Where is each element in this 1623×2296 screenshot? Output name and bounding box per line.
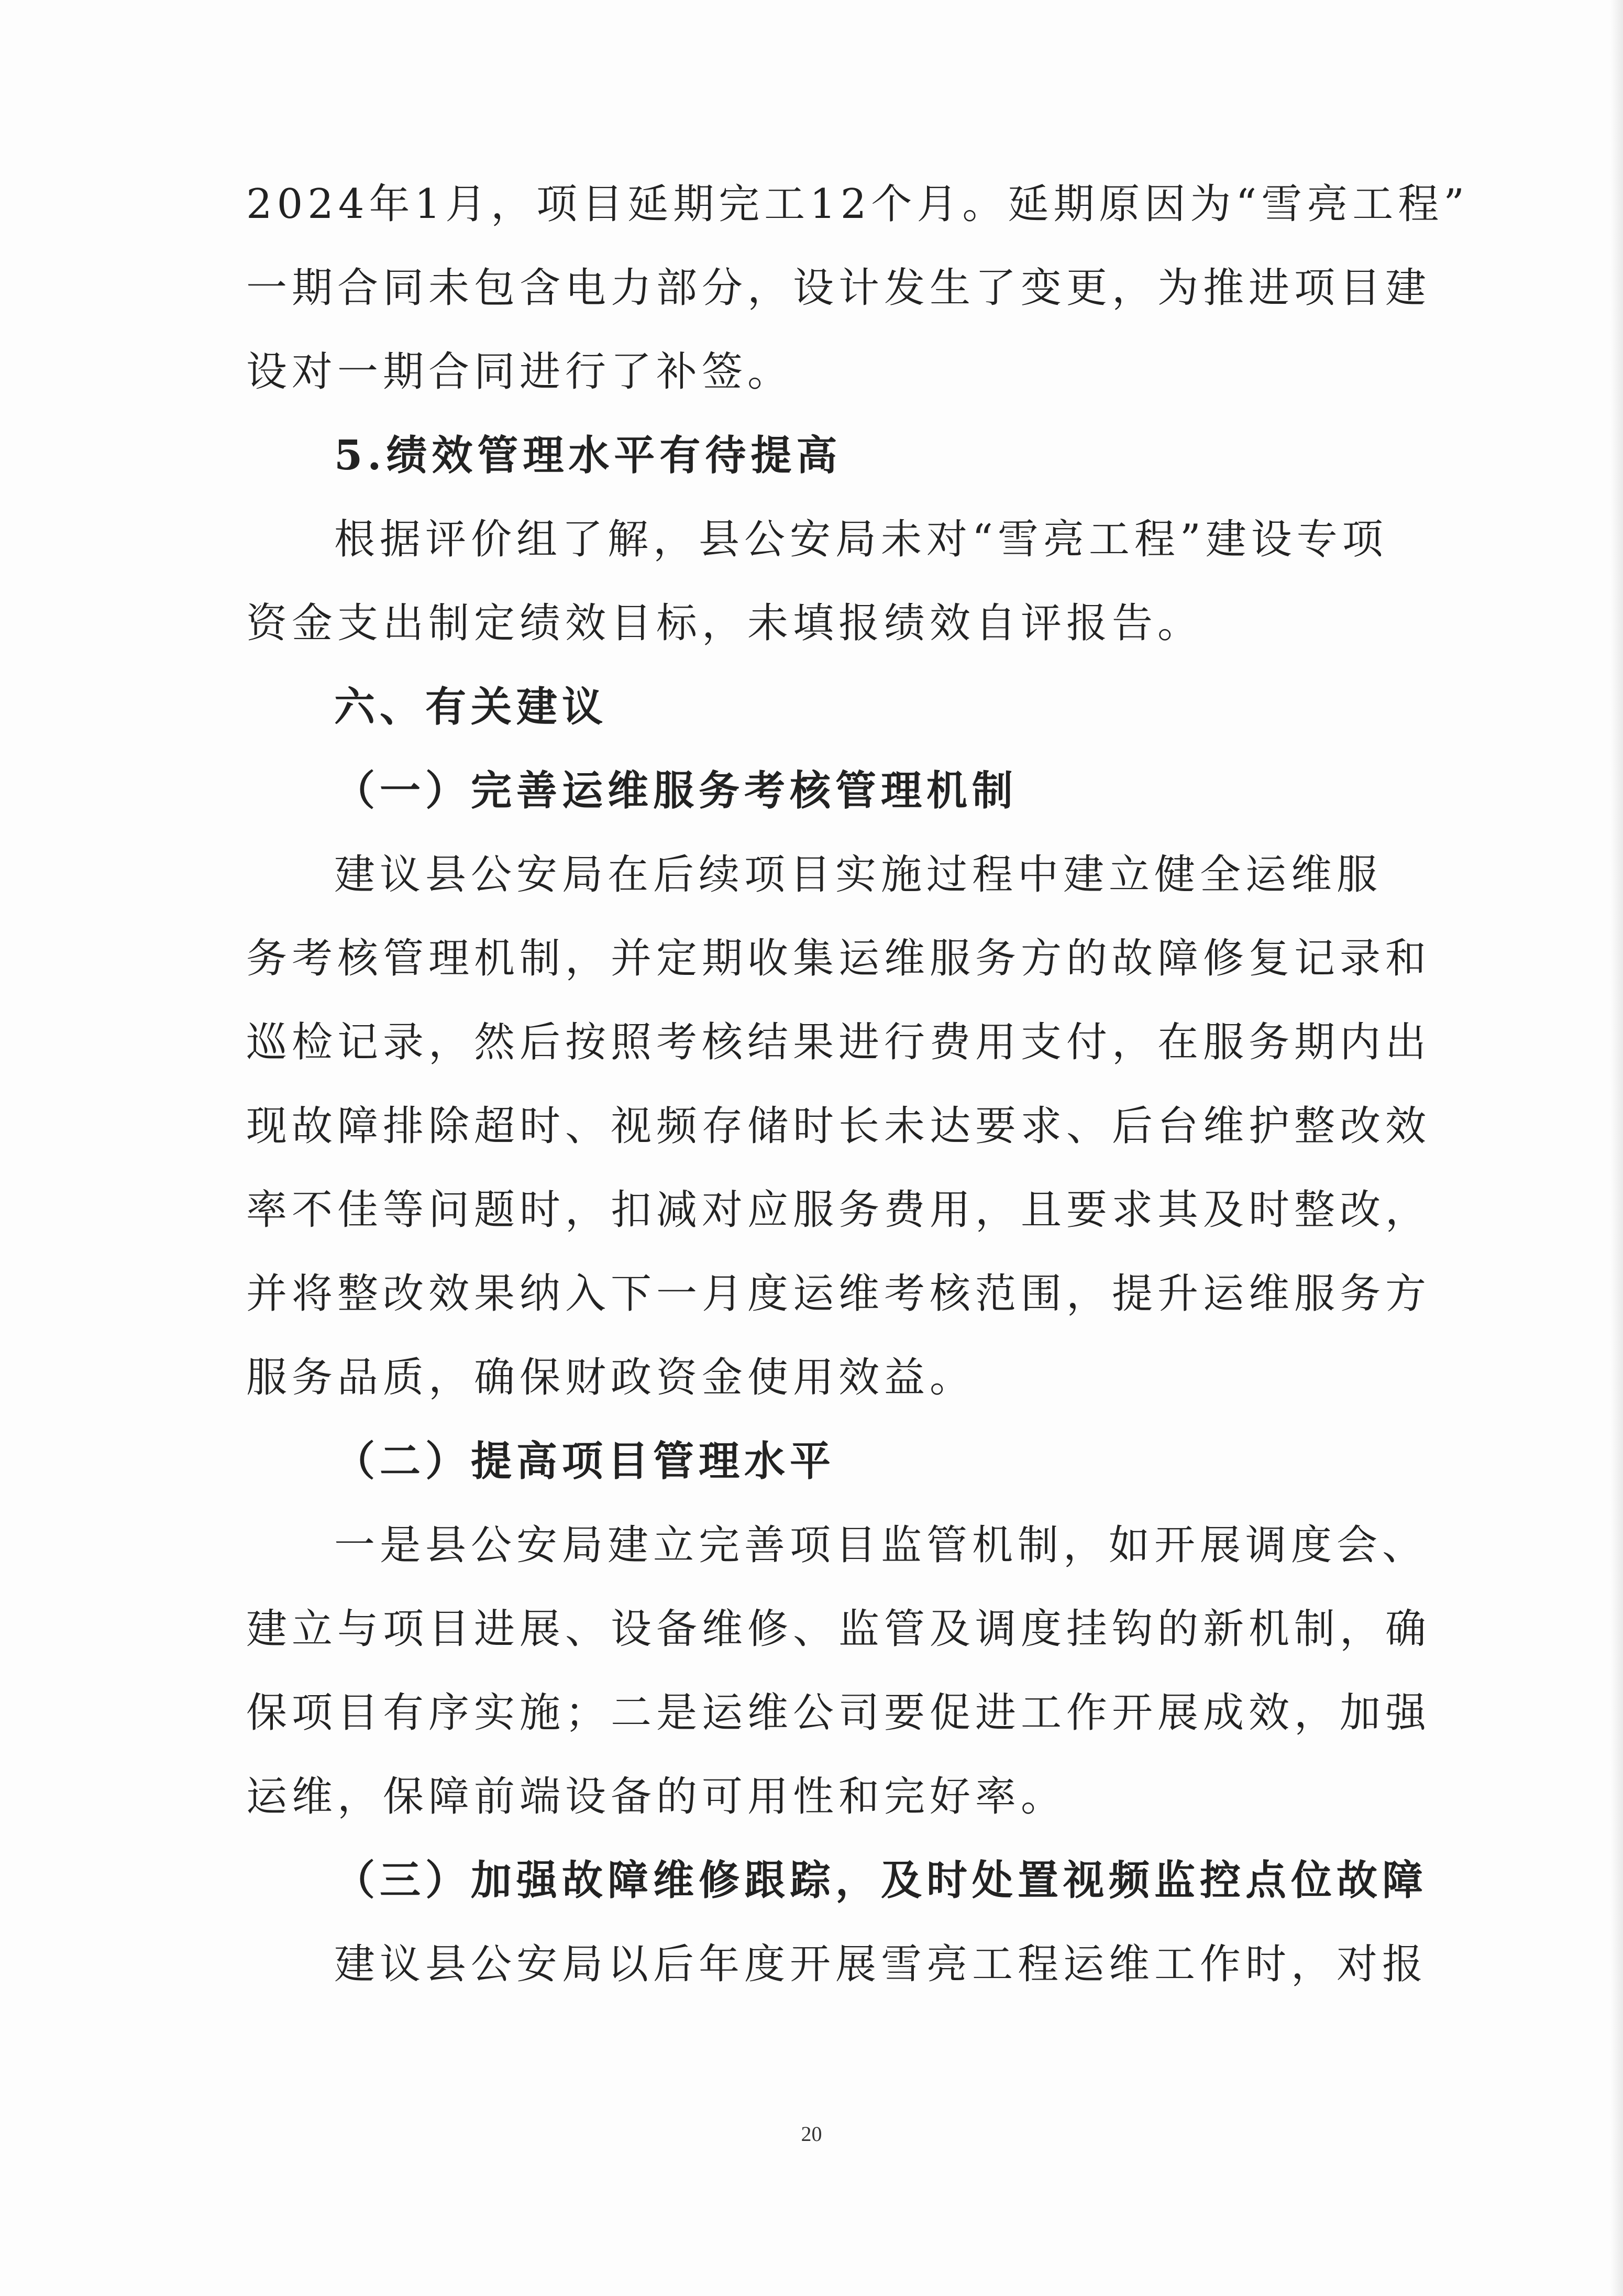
section-heading: 六、有关建议 — [334, 683, 608, 731]
body-text-line: 根据评价组了解，县公安局未对“雪亮工程”建设专项 — [334, 516, 1388, 563]
body-text-line: 运维，保障前端设备的可用性和完好率。 — [246, 1773, 1067, 1820]
body-text-line: 保项目有序实施；二是运维公司要促进工作开展成效，加强 — [246, 1689, 1431, 1737]
body-text-line: 建议县公安局在后续项目实施过程中建立健全运维服 — [334, 851, 1383, 898]
body-text-line: 现故障排除超时、视频存储时长未达要求、后台维护整改效 — [246, 1103, 1431, 1150]
subsection-heading: 5.绩效管理水平有待提高 — [334, 432, 842, 479]
body-text-line: 资金支出制定绩效目标，未填报绩效自评报告。 — [246, 600, 1204, 647]
body-text-line: 2024年1月，项目延期完工12个月。延期原因为“雪亮工程” — [246, 181, 1470, 228]
body-text-line: 务考核管理机制，并定期收集运维服务方的故障修复记录和 — [246, 935, 1431, 982]
body-text-line: 巡检记录，然后按照考核结果进行费用支付，在服务期内出 — [246, 1019, 1431, 1066]
subsection-heading: （一）完善运维服务考核管理机制 — [334, 767, 1018, 815]
body-text-line: 建立与项目进展、设备维修、监管及调度挂钩的新机制，确 — [246, 1606, 1431, 1653]
body-text-line: 服务品质，确保财政资金使用效益。 — [246, 1354, 976, 1401]
body-text-line: 一是县公安局建立完善项目监管机制，如开展调度会、 — [334, 1522, 1428, 1569]
body-text-line: 一期合同未包含电力部分，设计发生了变更，为推进项目建 — [246, 265, 1431, 312]
scan-edge-shadow — [1610, 0, 1623, 2296]
body-text-line: 并将整改效果纳入下一月度运维考核范围，提升运维服务方 — [246, 1270, 1431, 1317]
body-text-line: 设对一期合同进行了补签。 — [246, 348, 793, 396]
subsection-heading: （三）加强故障维修跟踪，及时处置视频监控点位故障 — [334, 1856, 1428, 1904]
body-text-line: 率不佳等问题时，扣减对应服务费用，且要求其及时整改， — [246, 1187, 1431, 1234]
page-number: 20 — [801, 2122, 822, 2146]
body-text-line: 建议县公安局以后年度开展雪亮工程运维工作时，对报 — [334, 1941, 1428, 1988]
subsection-heading: （二）提高项目管理水平 — [334, 1437, 836, 1485]
